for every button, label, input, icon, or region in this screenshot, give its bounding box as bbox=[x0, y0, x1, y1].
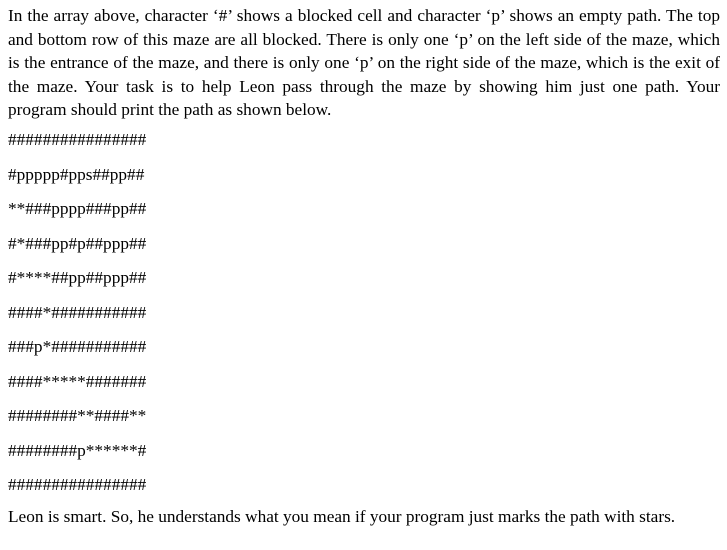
maze-row: ###p*########### bbox=[8, 337, 147, 356]
maze-output bbox=[8, 128, 146, 508]
maze-row: ####*****####### bbox=[8, 371, 147, 391]
maze-row: ################ bbox=[8, 475, 147, 494]
maze-row: ########p******# bbox=[8, 440, 147, 460]
problem-description: In the array above, character ‘#’ shows a blocked cell and character ‘p’ shows an empty path. The top and bottom row of this maze are all blocked. There is only one ‘p’ on the left side of the maze, which is the entrance of the maze, and there is only one ‘p’ on the right side of the maze, which is the exit of the maze. Your task is to help Leon pass through the maze by showing him just one path. Your program should print the path as shown below. bbox=[8, 6, 720, 120]
maze-row: #*###pp#p##ppp## bbox=[8, 233, 147, 253]
closing-remark: Leon is smart. So, he understands what you mean if your program just marks the path with stars. bbox=[8, 507, 676, 526]
maze-row: ########**####** bbox=[8, 406, 147, 425]
maze-row: **###pppp###pp## bbox=[8, 199, 147, 218]
maze-row: ################ bbox=[8, 130, 147, 149]
maze-row: #ppppp#pps##pp## bbox=[8, 164, 145, 184]
maze-row: ####*########### bbox=[8, 302, 147, 322]
maze-row: #****##pp##ppp## bbox=[8, 268, 147, 287]
